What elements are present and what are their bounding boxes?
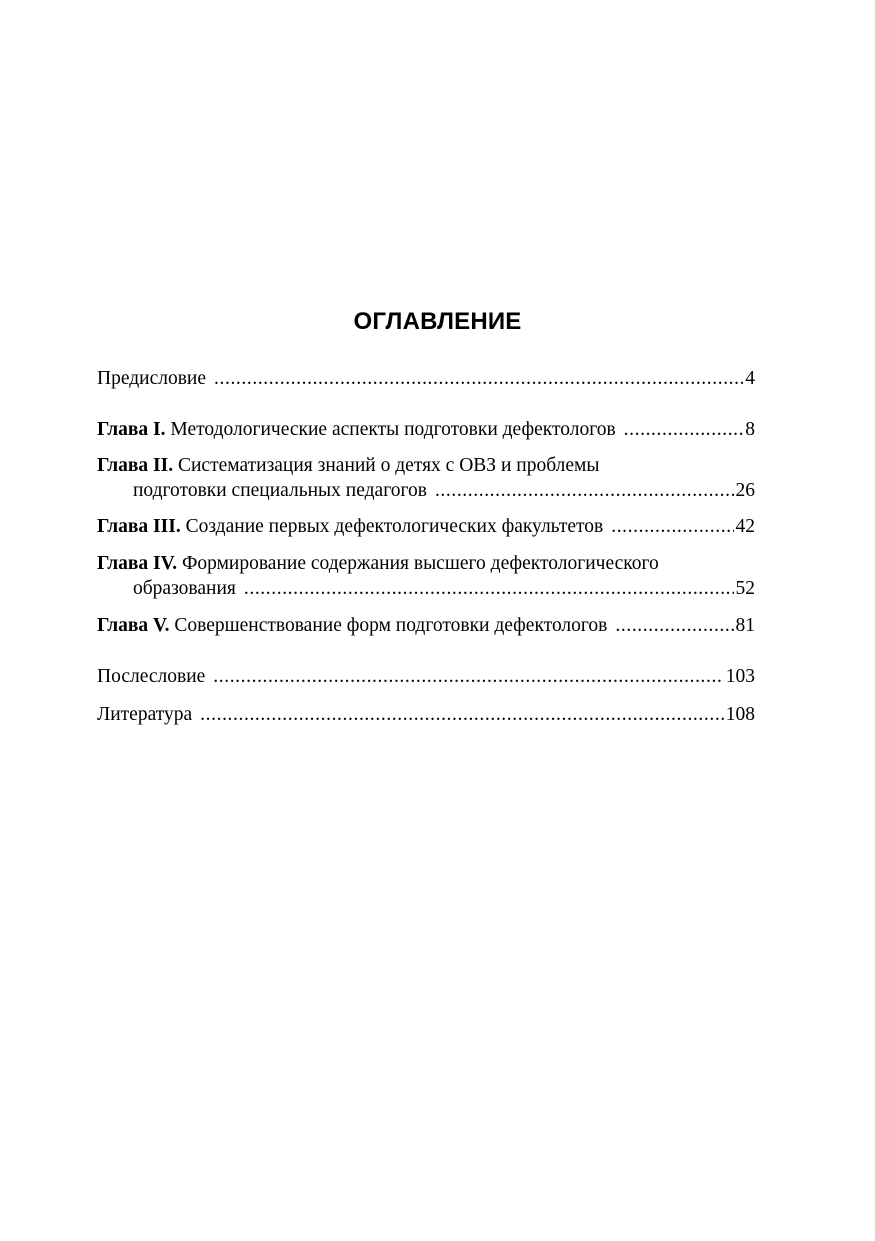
toc-entry-page: 42 xyxy=(735,516,755,537)
toc-entry-label xyxy=(97,417,616,442)
toc-entry-prefix: Глава IV. xyxy=(97,553,178,574)
toc-entry-line xyxy=(97,613,755,638)
toc-entry-page: 52 xyxy=(735,578,755,599)
toc-entry-title: Послесловие xyxy=(97,666,206,687)
dot-leader xyxy=(435,478,734,503)
dot-leader xyxy=(611,514,733,539)
toc-entry-chapter-3 xyxy=(97,514,755,539)
toc-entry-page: 81 xyxy=(735,615,755,636)
toc-entry-title: Предисловие xyxy=(97,368,207,389)
toc-entry-line xyxy=(97,514,755,539)
toc-entry-title-continuation: подготовки специальных педагогов xyxy=(133,480,427,501)
toc-entry-label xyxy=(97,453,755,478)
toc-entry-line xyxy=(97,576,755,601)
toc-entry-label xyxy=(97,514,603,539)
toc-entry-chapter-1 xyxy=(97,417,755,442)
toc-entry-title: Формирование содержания высшего дефектологического xyxy=(181,553,659,574)
toc-entry-title-continuation: образования xyxy=(133,578,236,599)
dot-leader xyxy=(244,576,734,601)
toc-entry-title: Совершенствование форм подготовки дефектологов xyxy=(174,615,608,636)
toc-entry-chapter-4 xyxy=(97,551,755,601)
toc-entry-prefix: Глава III. xyxy=(97,516,181,537)
dot-leader xyxy=(615,613,733,638)
toc-entry-prefix: Глава V. xyxy=(97,615,170,636)
toc-entry-preface xyxy=(97,366,755,391)
dot-leader xyxy=(214,366,743,391)
toc-entry-label xyxy=(97,613,607,638)
toc-entry-line xyxy=(97,702,755,727)
toc-entry-page: 4 xyxy=(745,368,755,389)
toc-entry-page: 108 xyxy=(725,704,755,725)
toc-entry-title: Методологические аспекты подготовки дефектологов xyxy=(170,419,616,440)
toc-entry-chapter-2 xyxy=(97,453,755,503)
toc-entry-page: 26 xyxy=(735,480,755,501)
table-of-contents xyxy=(97,0,755,1241)
toc-entry-line xyxy=(97,417,755,442)
dot-leader xyxy=(200,702,724,727)
page-title: ОГЛАВЛЕНИЕ xyxy=(353,308,522,335)
toc-entry-page: 103 xyxy=(725,666,755,687)
dot-leader xyxy=(624,417,744,442)
dot-leader xyxy=(213,664,723,689)
toc-entry-label xyxy=(97,551,755,576)
toc-entry-title: Создание первых дефектологических факультетов xyxy=(185,516,604,537)
toc-entry-title: Систематизация знаний о детях с ОВЗ и проблемы xyxy=(177,455,600,476)
toc-entry-literature xyxy=(97,702,755,727)
toc-entry-page: 8 xyxy=(745,419,755,440)
toc-entry-line xyxy=(97,366,755,391)
toc-entry-chapter-5 xyxy=(97,613,755,638)
toc-entry-afterword xyxy=(97,664,755,689)
toc-entry-line xyxy=(97,664,755,689)
toc-entry-title: Литература xyxy=(97,704,193,725)
toc-entry-prefix: Глава II. xyxy=(97,455,174,476)
toc-entry-line xyxy=(97,478,755,503)
toc-entry-prefix: Глава I. xyxy=(97,419,166,440)
